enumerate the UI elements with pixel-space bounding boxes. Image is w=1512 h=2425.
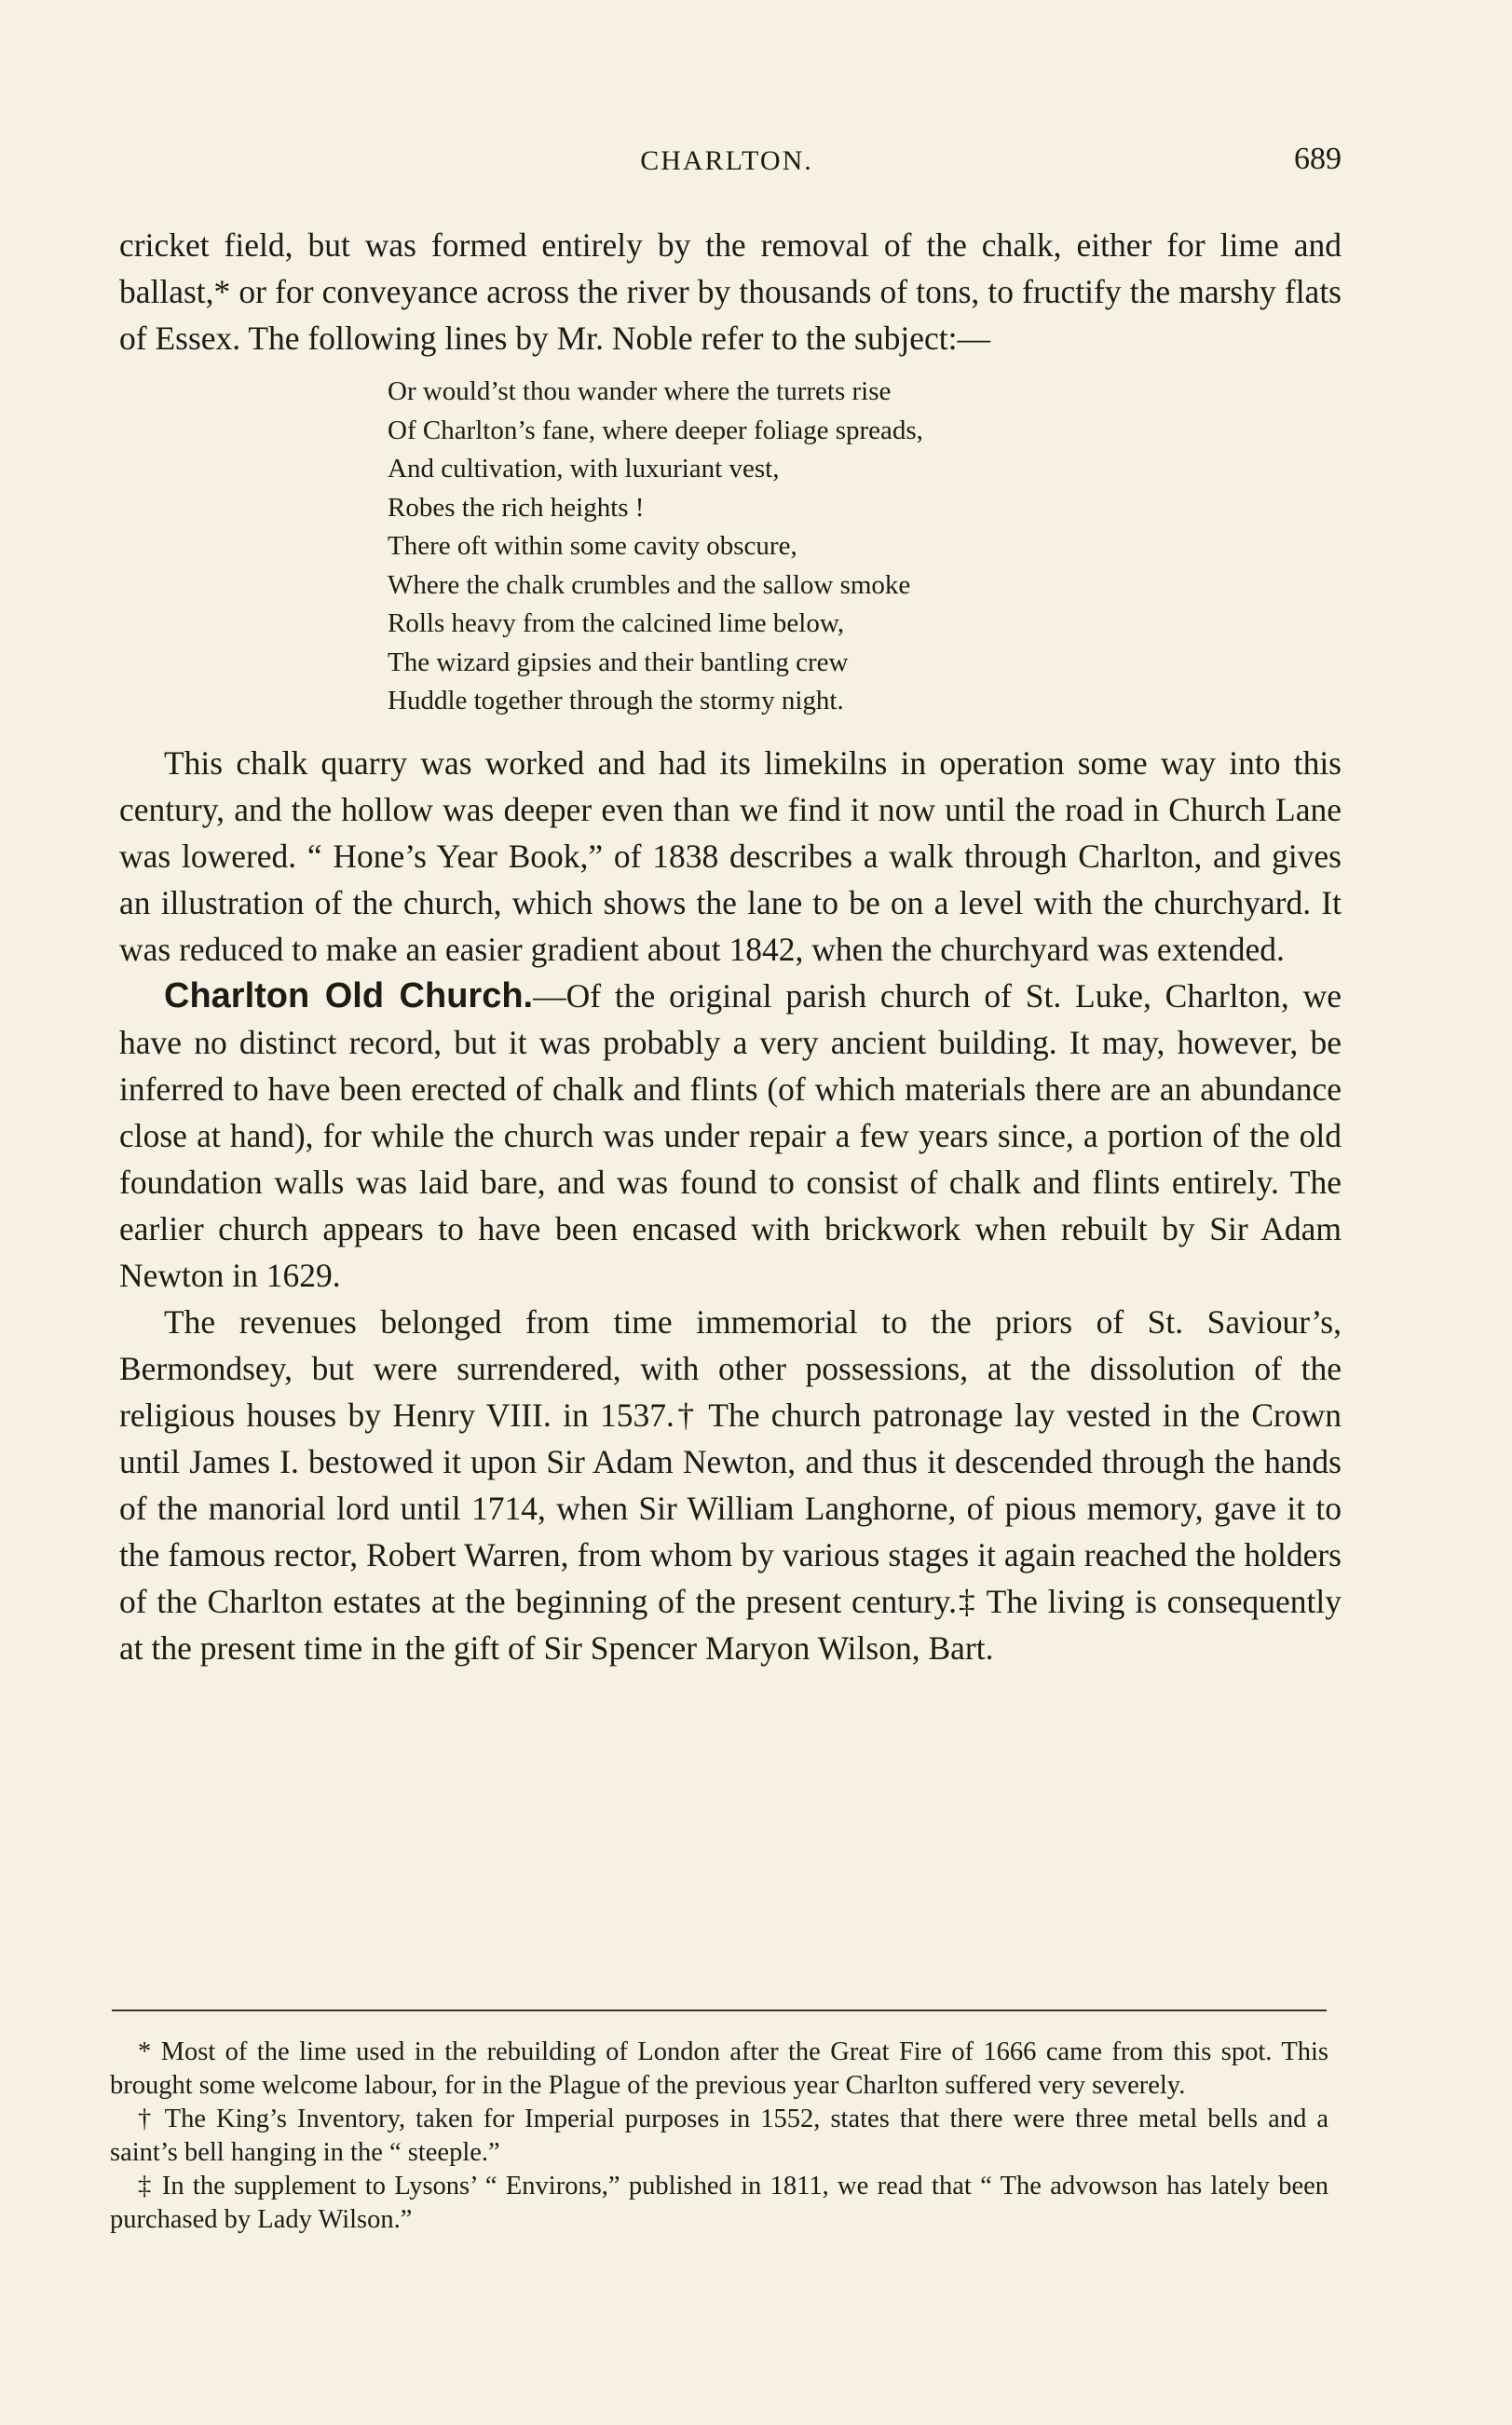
running-head [112, 142, 1342, 183]
paragraph-continuation: cricket field, but was formed entirely by the removal of the chalk, either for lime and ballast,* or for conveyance across the river by thousands of tons, to fructify the marshy flats of Essex. The following lines by Mr. Noble refer to the subject:— [119, 226, 1342, 357]
footnote: † The King’s Inventory, taken for Imperial purposes in 1552, states that there were three metal bells and a saint’s bell hanging in the “ steeple.” [110, 2105, 1328, 2167]
verse-line: Robes the rich heights ! [388, 492, 645, 523]
verse-line: Where the chalk crumbles and the sallow smoke [388, 569, 911, 600]
page-number: 689 [1294, 142, 1342, 176]
body-text [119, 222, 1342, 1671]
paragraph-chalk-quarry: This chalk quarry was worked and had its limekilns in operation some way into this century, and the hollow was deeper even than we find it now until the road in Church Lane was lowered. “ Hone’s Year Book,” of 1838 describes a walk through Charlton, and gives an illustration of the church, which shows the lane to be on a level with the churchyard. It was reduced to make an easier gradient about 1842, when the churchyard was extended. [119, 743, 1342, 968]
verse-line: The wizard gipsies and their bantling crew [388, 647, 849, 677]
running-title: CHARLTON. [640, 145, 813, 176]
verse-line: Rolls heavy from the calcined lime below, [388, 608, 845, 638]
verse-quotation [388, 373, 1342, 721]
paragraph-revenues: The revenues belonged from time immemorial to the priors of St. Saviour’s, Bermondsey, but were surrendered, with other possessions, at the dissolution of the religious houses by Henry VIII. in 1537.† The church patronage lay vested in the Crown until James I. bestowed it upon Sir Adam Newton, and thus it descended through the hands of the manorial lord until 1714, when Sir William Langhorne, of pious memory, gave it to the famous rector, Robert Warren, from whom by various stages it again reached the holders of the Charlton estates at the beginning of the present century.‡ The living is consequently at the present time in the gift of Sir Spencer Maryon Wilson, Bart. [119, 1302, 1342, 1667]
footnote: ‡ In the supplement to Lysons’ “ Environs,” published in 1811, we read that “ The advowson has lately been purchased by Lady Wilson.” [110, 2172, 1328, 2234]
paragraph-old-church-text: —Of the original parish church of St. Luke, Charlton, we have no distinct record, but it was probably a very ancient building. It may, however, be inferred to have been erected of chalk and flints (of which materials there are an abundance close at hand), for while the church was under repair a few years since, a portion of the old foundation walls was laid bare, and was found to consist of chalk and flints entirely. The earlier church appears to have been encased with brickwork when rebuilt by Sir Adam Newton in 1629. [119, 976, 1342, 1294]
verse-line: And cultivation, with luxuriant vest, [388, 454, 780, 484]
paragraph-old-church [119, 973, 1342, 1299]
section-heading: Charlton Old Church. [164, 975, 534, 1015]
footnote: * Most of the lime used in the rebuilding of London after the Great Fire of 1666 came from this spot. This brought some welcome labour, for in the Plague of the previous year Charlton suffered very severely. [110, 2037, 1328, 2100]
verse-line: Of Charlton’s fane, where deeper foliage spreads, [388, 415, 923, 445]
footnote-divider [112, 2009, 1327, 2011]
verse-line: Or would’st thou wander where the turrets rise [388, 376, 892, 406]
verse-line: There oft within some cavity obscure, [388, 531, 797, 561]
verse-line: Huddle together through the stormy night. [388, 686, 844, 715]
footnotes [110, 2036, 1328, 2237]
